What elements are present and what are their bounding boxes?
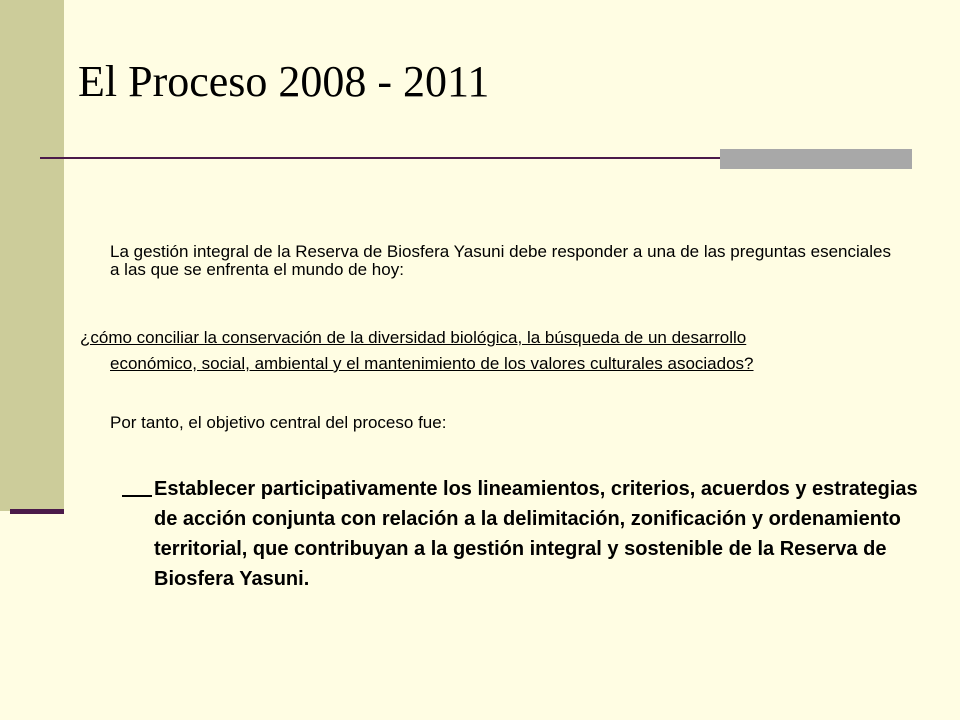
title-rule-gray-accent bbox=[720, 149, 912, 169]
question-line-2: económico, social, ambiental y el mantenimiento de los valores culturales asociados? bbox=[110, 354, 754, 373]
question-paragraph bbox=[80, 325, 950, 377]
objective-text: Establecer participativamente los lineamientos, criterios, acuerdos y estrategias de acción conjunta con relación a la delimitación, zonificación y ordenamiento territorial, que contribuyan a la gestión integral y sostenible de la Reserva de Biosfera Yasuni. bbox=[154, 478, 918, 590]
slide-title: El Proceso 2008 - 2011 bbox=[78, 57, 490, 106]
intro-paragraph: La gestión integral de la Reserva de Biosfera Yasuni debe responder a una de las preguntas esenciales a las que se enfrenta el mundo de hoy: bbox=[110, 242, 891, 279]
conclusion-paragraph: Por tanto, el objetivo central del proceso fue: bbox=[110, 413, 447, 432]
left-bar-accent bbox=[10, 509, 64, 514]
objective-body bbox=[122, 474, 922, 594]
objective-dash-marker bbox=[122, 495, 152, 497]
question-line-1: ¿cómo conciliar la conservación de la diversidad biológica, la búsqueda de un desarrollo bbox=[80, 328, 747, 347]
left-decorative-bar bbox=[0, 0, 64, 511]
objective-paragraph bbox=[122, 474, 922, 594]
